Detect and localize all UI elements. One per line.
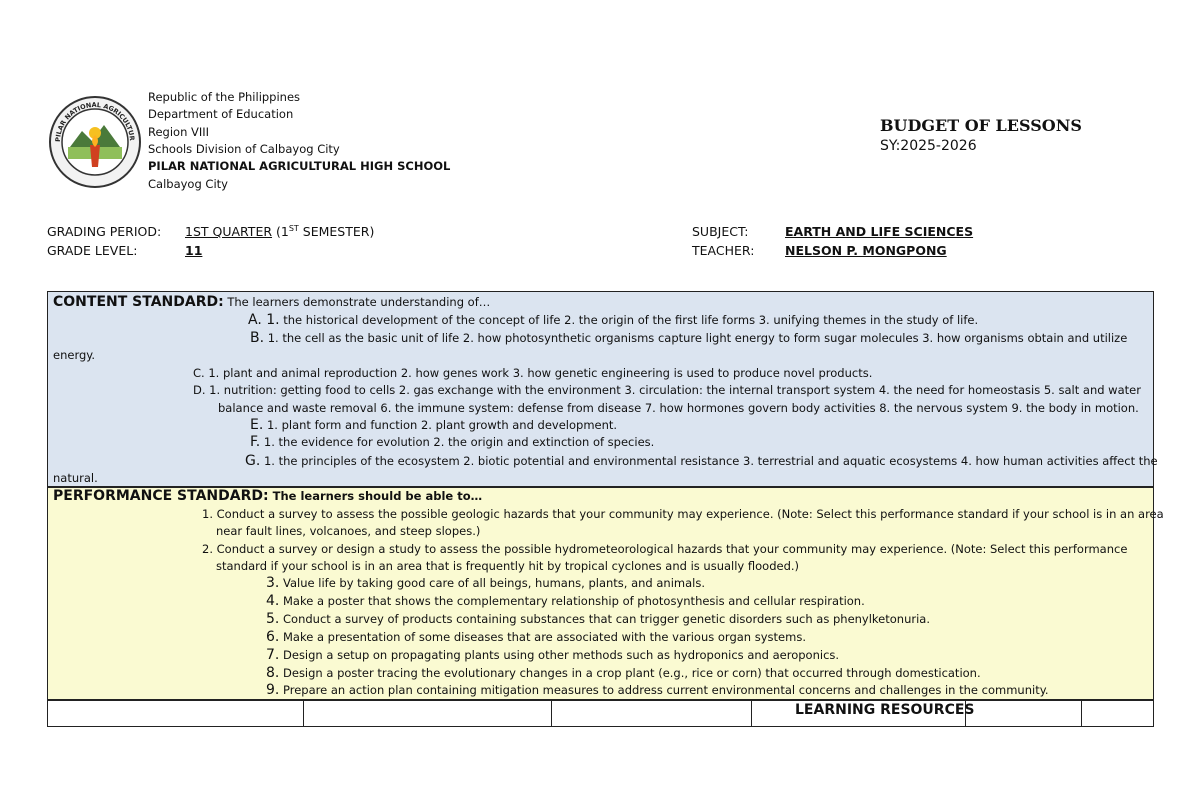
table-divider: [1081, 701, 1082, 726]
performance-item-text: Make a poster that shows the complementary relationship of photosynthesis and cellular respiration.: [279, 594, 865, 608]
header-school-name: PILAR NATIONAL AGRICULTURAL HIGH SCHOOL: [148, 159, 451, 173]
header-region: Region VIII: [148, 125, 210, 139]
content-item-letter: C.: [193, 366, 205, 380]
school-year: SY:2025-2026: [880, 138, 977, 154]
content-item-text: 1. plant and animal reproduction 2. how genes work 3. how genetic engineering is used to produce novel products.: [204, 366, 873, 380]
performance-item-number: 8.: [266, 665, 280, 681]
header-city: Calbayog City: [148, 177, 228, 191]
performance-item-number: 2.: [202, 542, 213, 556]
performance-standard-heading: [53, 488, 482, 504]
performance-item-1-cont: near fault lines, volcanoes, and steep slopes.): [216, 524, 481, 538]
performance-item-text: Conduct a survey or design a study to assess the possible hydrometeorological hazards that your community may experience. (Note: Select this performance: [212, 542, 1128, 556]
content-item-c: [193, 365, 872, 381]
teacher-label: TEACHER:: [692, 243, 755, 258]
performance-item-number: 5.: [266, 611, 280, 627]
lesson-table-row: [47, 700, 1154, 727]
teacher-value: NELSON P. MONGPONG: [785, 243, 947, 258]
table-divider: [551, 701, 552, 726]
performance-item-number: 9.: [266, 682, 280, 698]
content-item-letter: B.: [250, 330, 265, 346]
performance-item-text: Conduct a survey of products containing substances that can trigger genetic disorders such as phenylketonuria.: [279, 612, 931, 626]
performance-item-7: [266, 647, 839, 663]
content-item-letter: E.: [250, 417, 264, 433]
performance-item-text: Make a presentation of some diseases that are associated with the various organ systems.: [279, 630, 806, 644]
performance-item-1: [202, 506, 1164, 522]
content-item-b-cont: energy.: [53, 348, 96, 362]
performance-item-9: [266, 682, 1049, 698]
content-item-letter: F.: [250, 434, 261, 450]
content-standard-title: CONTENT STANDARD:: [53, 294, 224, 310]
performance-item-text: Design a poster tracing the evolutionary changes in a crop plant (e.g., rice or corn) that occurred through domestication.: [279, 666, 981, 680]
grade-level-value: 11: [185, 243, 203, 258]
performance-standard-intro: The learners should be able to…: [268, 489, 483, 503]
document-title: BUDGET OF LESSONS: [880, 116, 1082, 135]
performance-item-3: [266, 575, 705, 591]
content-item-letter: D.: [193, 383, 206, 397]
performance-item-text: Conduct a survey to assess the possible geologic hazards that your community may experience. (Note: Select this performance standard if your school is in an area: [212, 507, 1164, 521]
content-item-g: [245, 453, 1158, 469]
content-item-d-cont: balance and waste removal 6. the immune system: defense from disease 7. how hormones govern body activities 8. the nervous system 9. the body in motion.: [218, 401, 1139, 415]
school-seal: [48, 95, 142, 189]
grading-period-quarter: 1ST QUARTER: [185, 224, 273, 240]
header-department: Department of Education: [148, 107, 294, 121]
table-divider: [751, 701, 752, 726]
performance-item-number: 1.: [202, 507, 213, 521]
performance-item-number: 6.: [266, 629, 280, 645]
content-item-text: the historical development of the concept of life 2. the origin of the first life forms 3. unifying themes in the study of life.: [279, 313, 979, 327]
performance-item-6: [266, 629, 806, 645]
performance-item-8: [266, 665, 981, 681]
subject-value: EARTH AND LIFE SCIENCES: [785, 224, 974, 239]
grading-period-label: GRADING PERIOD:: [47, 224, 162, 239]
performance-item-4: [266, 593, 865, 609]
subject-label: SUBJECT:: [692, 224, 749, 239]
header-division: Schools Division of Calbayog City: [148, 142, 340, 156]
content-item-text: 1. the evidence for evolution 2. the origin and extinction of species.: [260, 435, 655, 449]
content-item-e: [250, 417, 617, 433]
performance-item-text: Prepare an action plan containing mitigation measures to address current environmental concerns and challenges in the community.: [279, 683, 1049, 697]
performance-item-2: [202, 541, 1127, 557]
grading-close: SEMESTER): [298, 224, 375, 240]
content-item-letter: A. 1.: [248, 312, 280, 328]
learning-resources-header: LEARNING RESOURCES: [795, 702, 975, 718]
content-standard-heading: [53, 294, 490, 310]
grading-open: (1: [272, 224, 289, 240]
svg-text:PILAR NATIONAL AGRICULTURAL HI: PILAR NATIONAL AGRICULTUR: [53, 100, 137, 143]
table-divider: [303, 701, 304, 726]
content-item-text: 1. nutrition: getting food to cells 2. gas exchange with the environment 3. circulation: the internal transport system 4. the need for homeostasis 5. salt and water: [205, 383, 1141, 397]
content-item-a: [248, 312, 978, 328]
grade-level-label: GRADE LEVEL:: [47, 243, 138, 258]
content-item-text: 1. plant form and function 2. plant growth and development.: [263, 418, 618, 432]
performance-item-text: Value life by taking good care of all beings, humans, plants, and animals.: [279, 576, 706, 590]
content-item-b: [250, 330, 1127, 346]
performance-item-5: [266, 611, 930, 627]
performance-item-number: 3.: [266, 575, 280, 591]
performance-item-number: 7.: [266, 647, 280, 663]
grading-period-value: [185, 224, 374, 239]
content-item-text: 1. the cell as the basic unit of life 2. how photosynthetic organisms capture light energy to form sugar molecules 3. how organisms obtain and utilize: [264, 331, 1128, 345]
content-standard-intro: The learners demonstrate understanding of…: [223, 295, 491, 309]
header-republic: Republic of the Philippines: [148, 90, 301, 104]
content-item-letter: G.: [245, 453, 261, 469]
grading-sup: ST: [288, 224, 299, 233]
content-item-d: [193, 382, 1141, 398]
performance-item-number: 4.: [266, 593, 280, 609]
performance-item-2-cont: standard if your school is in an area that is frequently hit by tropical cyclones and is usually flooded.): [216, 559, 800, 573]
performance-standard-title: PERFORMANCE STANDARD:: [53, 488, 269, 504]
content-item-f: [250, 434, 654, 450]
content-item-text: 1. the principles of the ecosystem 2. biotic potential and environmental resistance 3. terrestrial and aquatic ecosystems 4. how human activities affect the: [260, 454, 1158, 468]
content-item-g-cont: natural.: [53, 471, 98, 485]
performance-item-text: Design a setup on propagating plants using other methods such as hydroponics and aeroponics.: [279, 648, 840, 662]
